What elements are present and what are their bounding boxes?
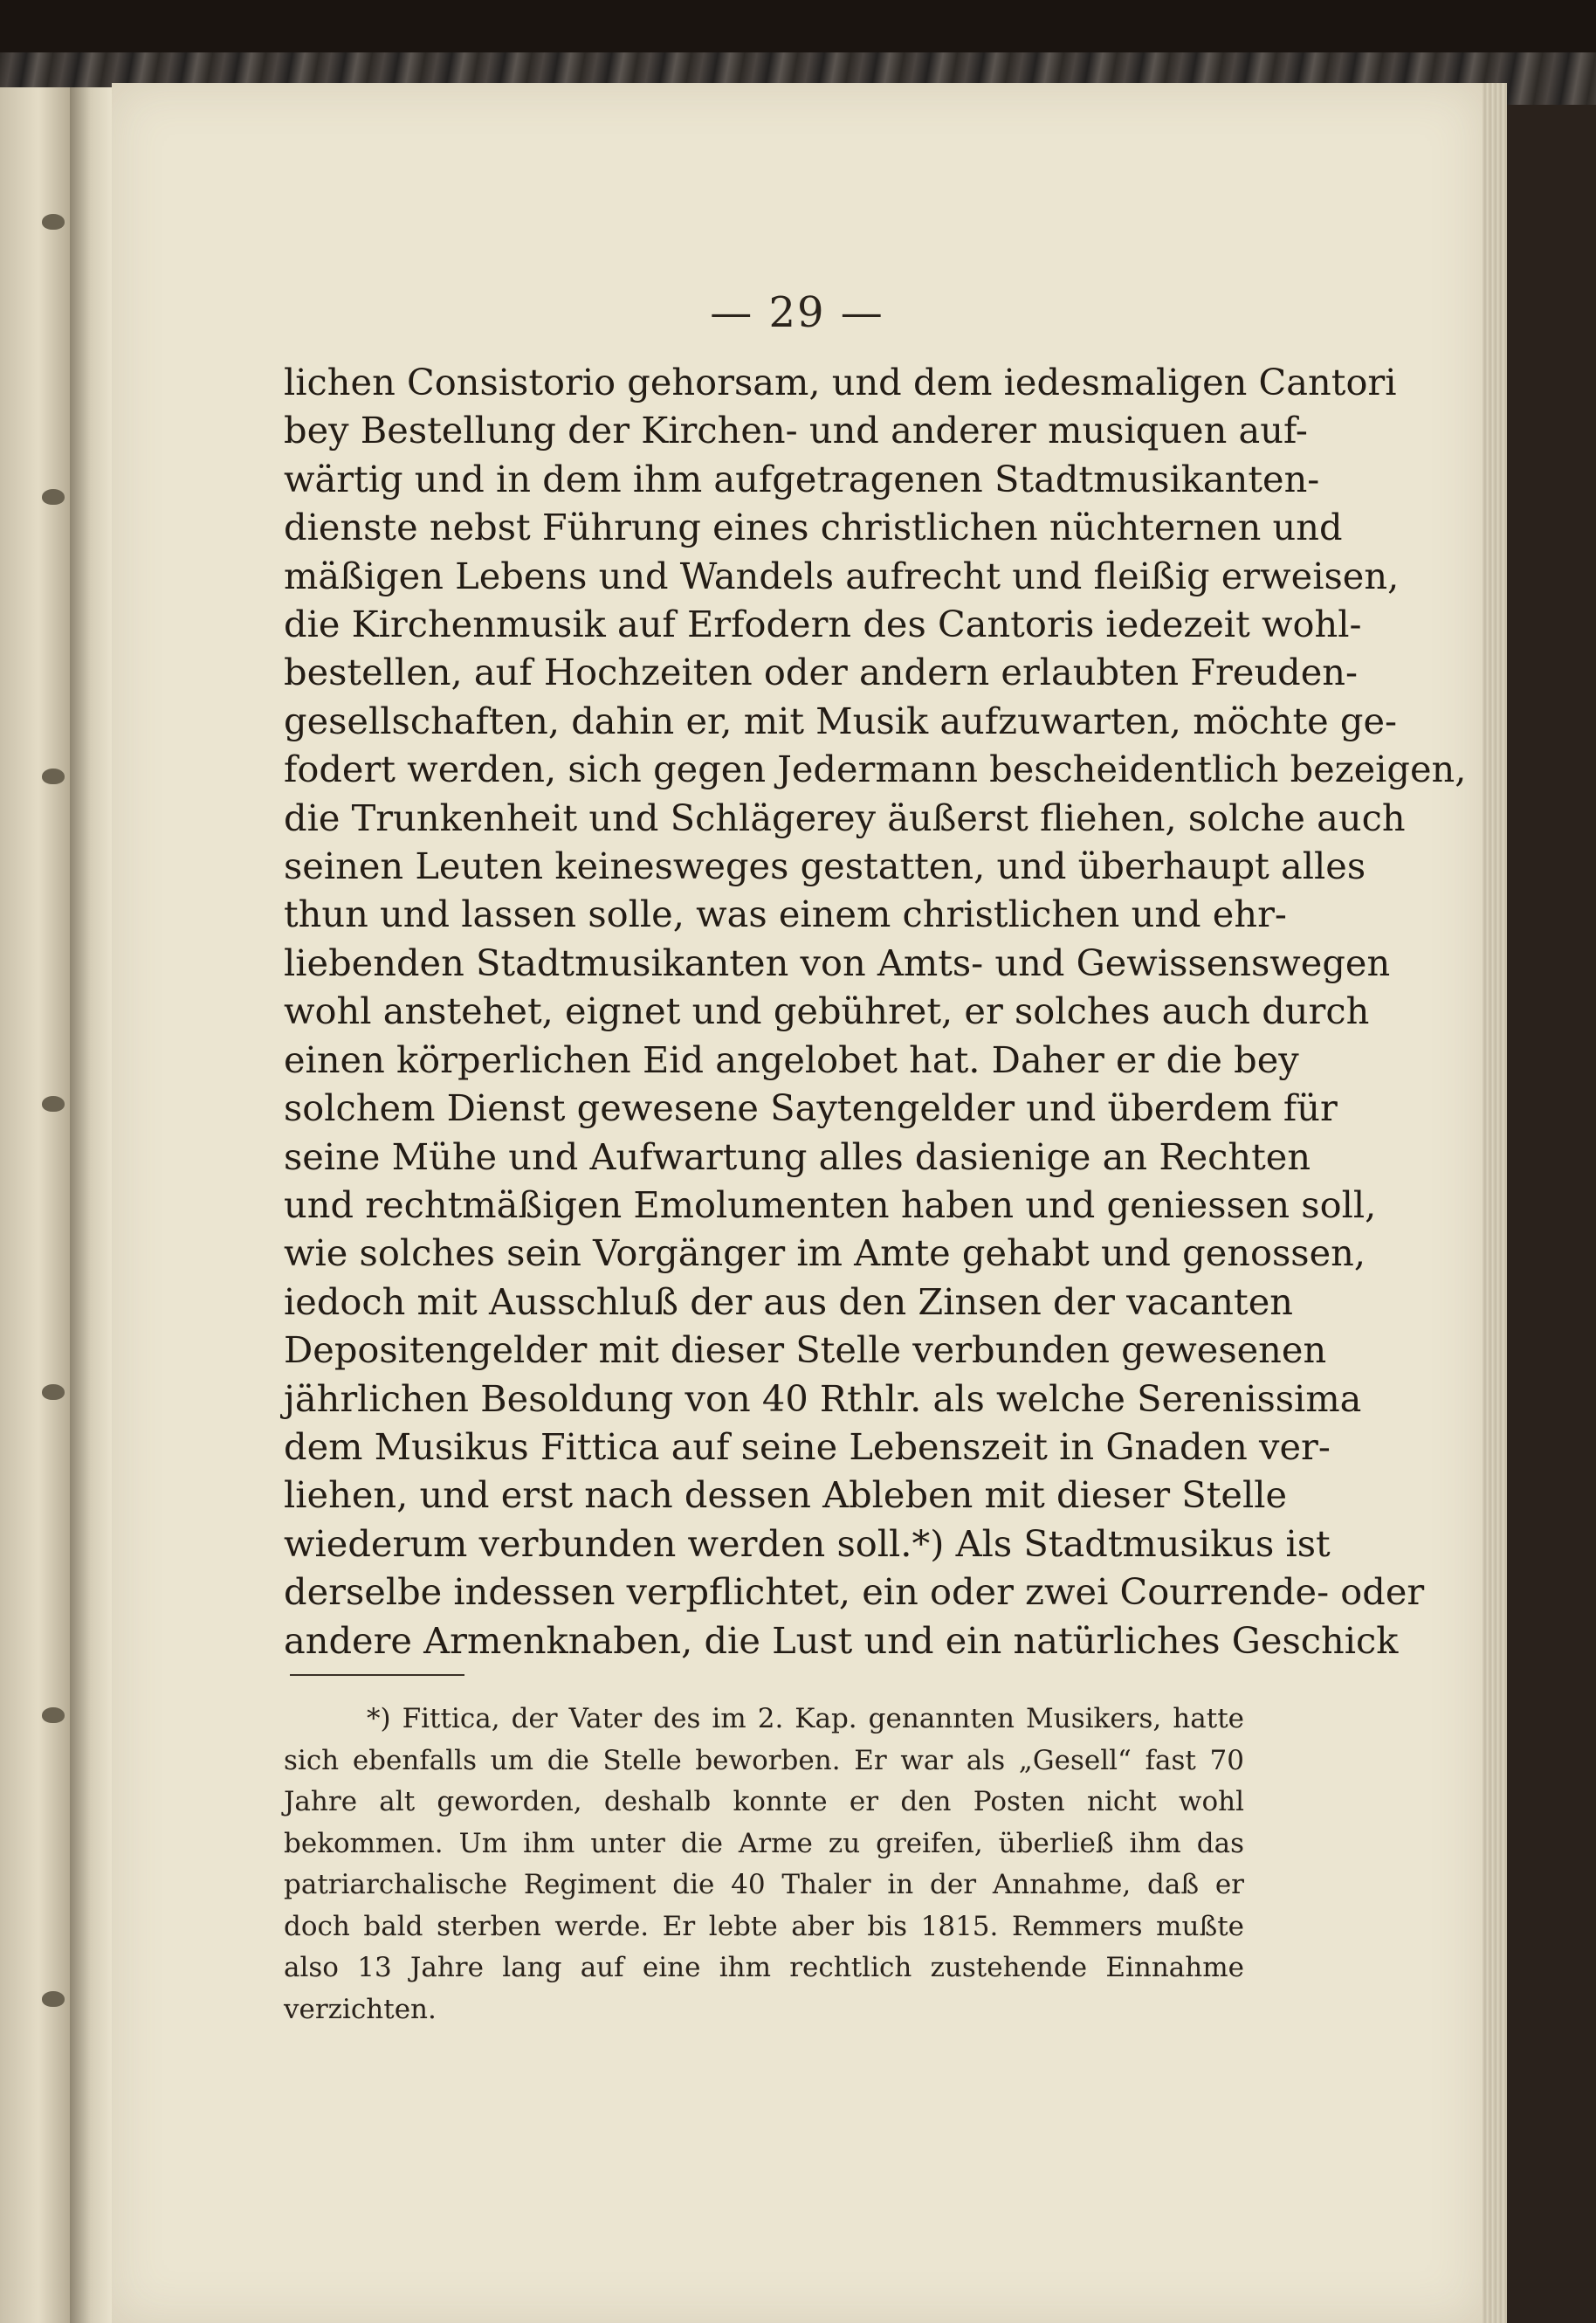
- text-line: dem Musikus Fittica auf seine Lebenszeit in Gnaden ver-: [284, 1424, 1331, 1468]
- text-line: liehen, und erst nach dessen Ableben mit dieser Stelle: [284, 1473, 1288, 1517]
- left-page-edge: [0, 87, 70, 2323]
- binding-stitch-icon: [42, 1096, 65, 1112]
- text-line: lichen Consistorio gehorsam, und dem iedesmaligen Cantori: [284, 361, 1397, 403]
- text-line: einen körperlichen Eid angelobet hat. Daher er die bey: [284, 1037, 1299, 1081]
- text-line: die Kirchenmusik auf Erfodern des Cantoris iedezeit wohl-: [284, 603, 1362, 646]
- text-line: und rechtmäßigen Emolumenten haben und geniessen soll,: [284, 1182, 1377, 1226]
- page-stack-edge: [1482, 83, 1507, 2323]
- text-line: wärtig und in dem ihm aufgetragenen Stadtmusikanten-: [284, 457, 1320, 500]
- text-line: fodert werden, sich gegen Jedermann bescheidentlich bezeigen,: [284, 748, 1467, 791]
- text-line: gesellschaften, dahin er, mit Musik aufzuwarten, möchte ge-: [284, 699, 1398, 742]
- text-line: dienste nebst Führung eines christlichen nüchternen und: [284, 506, 1343, 549]
- text-line: liebenden Stadtmusikanten von Amts- und Gewissenswegen: [284, 941, 1391, 984]
- text-line: bestellen, auf Hochzeiten oder andern erlaubten Freuden-: [284, 651, 1359, 694]
- text-line: seine Mühe und Aufwartung alles dasienige an Rechten: [284, 1134, 1311, 1178]
- footnote: [284, 1699, 1244, 2030]
- text-line: die Trunkenheit und Schlägerey äußerst fliehen, solche auch: [284, 796, 1406, 839]
- page-number: — 29 —: [710, 288, 884, 337]
- binding-stitch-icon: [42, 1991, 65, 2007]
- text-line: solchem Dienst gewesene Saytengelder und überdem für: [284, 1086, 1338, 1130]
- footnote-divider: [290, 1674, 464, 1676]
- binding-stitch-icon: [42, 214, 65, 230]
- text-line: jährlichen Besoldung von 40 Rthlr. als welche Serenissima: [284, 1376, 1362, 1420]
- footnote-text: *) Fittica, der Vater des im 2. Kap. genannten Musikers, hatte sich ebenfalls um die Stelle beworben. Er war als „Gesell“ fast 70 Jahre alt geworden, deshalb konnte er den Posten nicht wohl bekommen. Um ihm unter die Arme zu greifen, überließ ihm das patriarchalische Regiment die 40 Thaler in der Annahme, daß er doch bald sterben werde. Er lebte aber bis 1815. Remmers mußte also 13 Jahre lang auf eine ihm rechtlich zustehende Einnahme verzichten.: [284, 1703, 1244, 2025]
- text-line: wie solches sein Vorgänger im Amte gehabt und genossen,: [284, 1231, 1366, 1275]
- text-line: wiederum verbunden werden soll.*) Als Stadtmusikus ist: [284, 1521, 1331, 1565]
- binding-stitch-icon: [42, 489, 65, 505]
- text-line: wohl anstehet, eignet und gebühret, er solches auch durch: [284, 989, 1370, 1033]
- text-line: andere Armenknaben, die Lust und ein natürliches Geschick: [284, 1618, 1399, 1662]
- text-line: thun und lassen solle, was einem christlichen und ehr-: [284, 893, 1287, 936]
- text-line: mäßigen Lebens und Wandels aufrecht und fleißig erweisen,: [284, 554, 1400, 597]
- text-line: derselbe indessen verpflichtet, ein oder zwei Courrende- oder: [284, 1570, 1425, 1614]
- text-line: Depositengelder mit dieser Stelle verbunden gewesenen: [284, 1328, 1327, 1372]
- binding-stitch-icon: [42, 1707, 65, 1723]
- text-line: bey Bestellung der Kirchen- und anderer musiquen auf-: [284, 409, 1308, 452]
- binding-gutter: [70, 87, 112, 2323]
- body-text: [284, 358, 1467, 1665]
- binding-stitch-icon: [42, 769, 65, 784]
- binding-stitch-icon: [42, 1384, 65, 1400]
- text-line: seinen Leuten keinesweges gestatten, und überhaupt alles: [284, 844, 1366, 888]
- text-line: iedoch mit Ausschluß der aus den Zinsen der vacanten: [284, 1279, 1294, 1323]
